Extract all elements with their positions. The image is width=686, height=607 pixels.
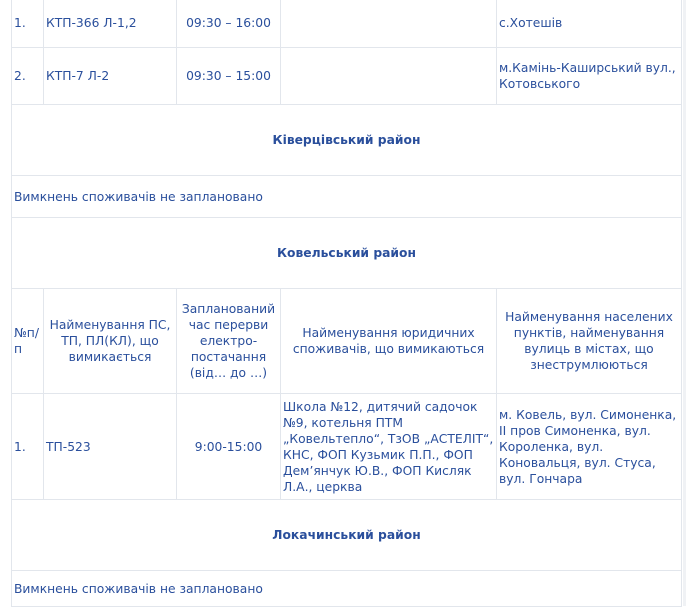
outage-time: 09:30 – 15:00 — [177, 48, 281, 105]
row-number: 1. — [12, 394, 44, 500]
table-header-row — [12, 289, 682, 394]
header-number: №п/п — [12, 289, 44, 394]
locations-list: с.Хотешів — [497, 0, 682, 48]
district-title-kivertsi: Ківерцівський район — [12, 105, 682, 176]
no-outages-note: Вимкнень споживачів не заплановано — [12, 176, 682, 218]
outage-time: 9:00-15:00 — [177, 394, 281, 500]
header-time: Запланований час перерви електро-постачання (від… до …) — [177, 289, 281, 394]
district-title-kovel: Ковельський район — [12, 218, 682, 289]
district-note-row — [12, 571, 682, 607]
district-note-row — [12, 176, 682, 218]
district-row — [12, 105, 682, 176]
substation-name: ТП-523 — [44, 394, 177, 500]
row-number: 2. — [12, 48, 44, 105]
substation-name: КТП-366 Л-1,2 — [44, 0, 177, 48]
consumers-list: Школа №12, дитячий садочок №9, котельня ПТМ „Ковельтепло“, ТзОВ „АСТЕЛІТ“, КНС, ФОП Кузьмик П.П., ФОП Дем’янчук Ю.В., ФОП Кисляк Л.А., церква — [281, 394, 497, 500]
row-number: 1. — [12, 0, 44, 48]
outage-schedule-table — [11, 0, 682, 607]
table-row — [12, 0, 682, 48]
district-title-lokachi: Локачинський район — [12, 500, 682, 571]
locations-list: м. Ковель, вул. Симоненка, ІІ пров Симоненка, вул. Короленка, вул. Коновальця, вул. Стуса, вул. Гончара — [497, 394, 682, 500]
substation-name: КТП-7 Л-2 — [44, 48, 177, 105]
header-object: Найменування ПС, ТП, ПЛ(КЛ), що вимикається — [44, 289, 177, 394]
header-locations: Найменування населених пунктів, найменування вулиць в містах, що знеструмлюються — [497, 289, 682, 394]
header-consumers: Найменування юридичних споживачів, що вимикаються — [281, 289, 497, 394]
district-row — [12, 500, 682, 571]
locations-list: м.Камінь-Каширський вул., Котовського — [497, 48, 682, 105]
district-row — [12, 218, 682, 289]
outage-time: 09:30 – 16:00 — [177, 0, 281, 48]
consumers-list — [281, 48, 497, 105]
no-outages-note: Вимкнень споживачів не заплановано — [12, 571, 682, 607]
table-row — [12, 48, 682, 105]
table-row — [12, 394, 682, 500]
consumers-list — [281, 0, 497, 48]
